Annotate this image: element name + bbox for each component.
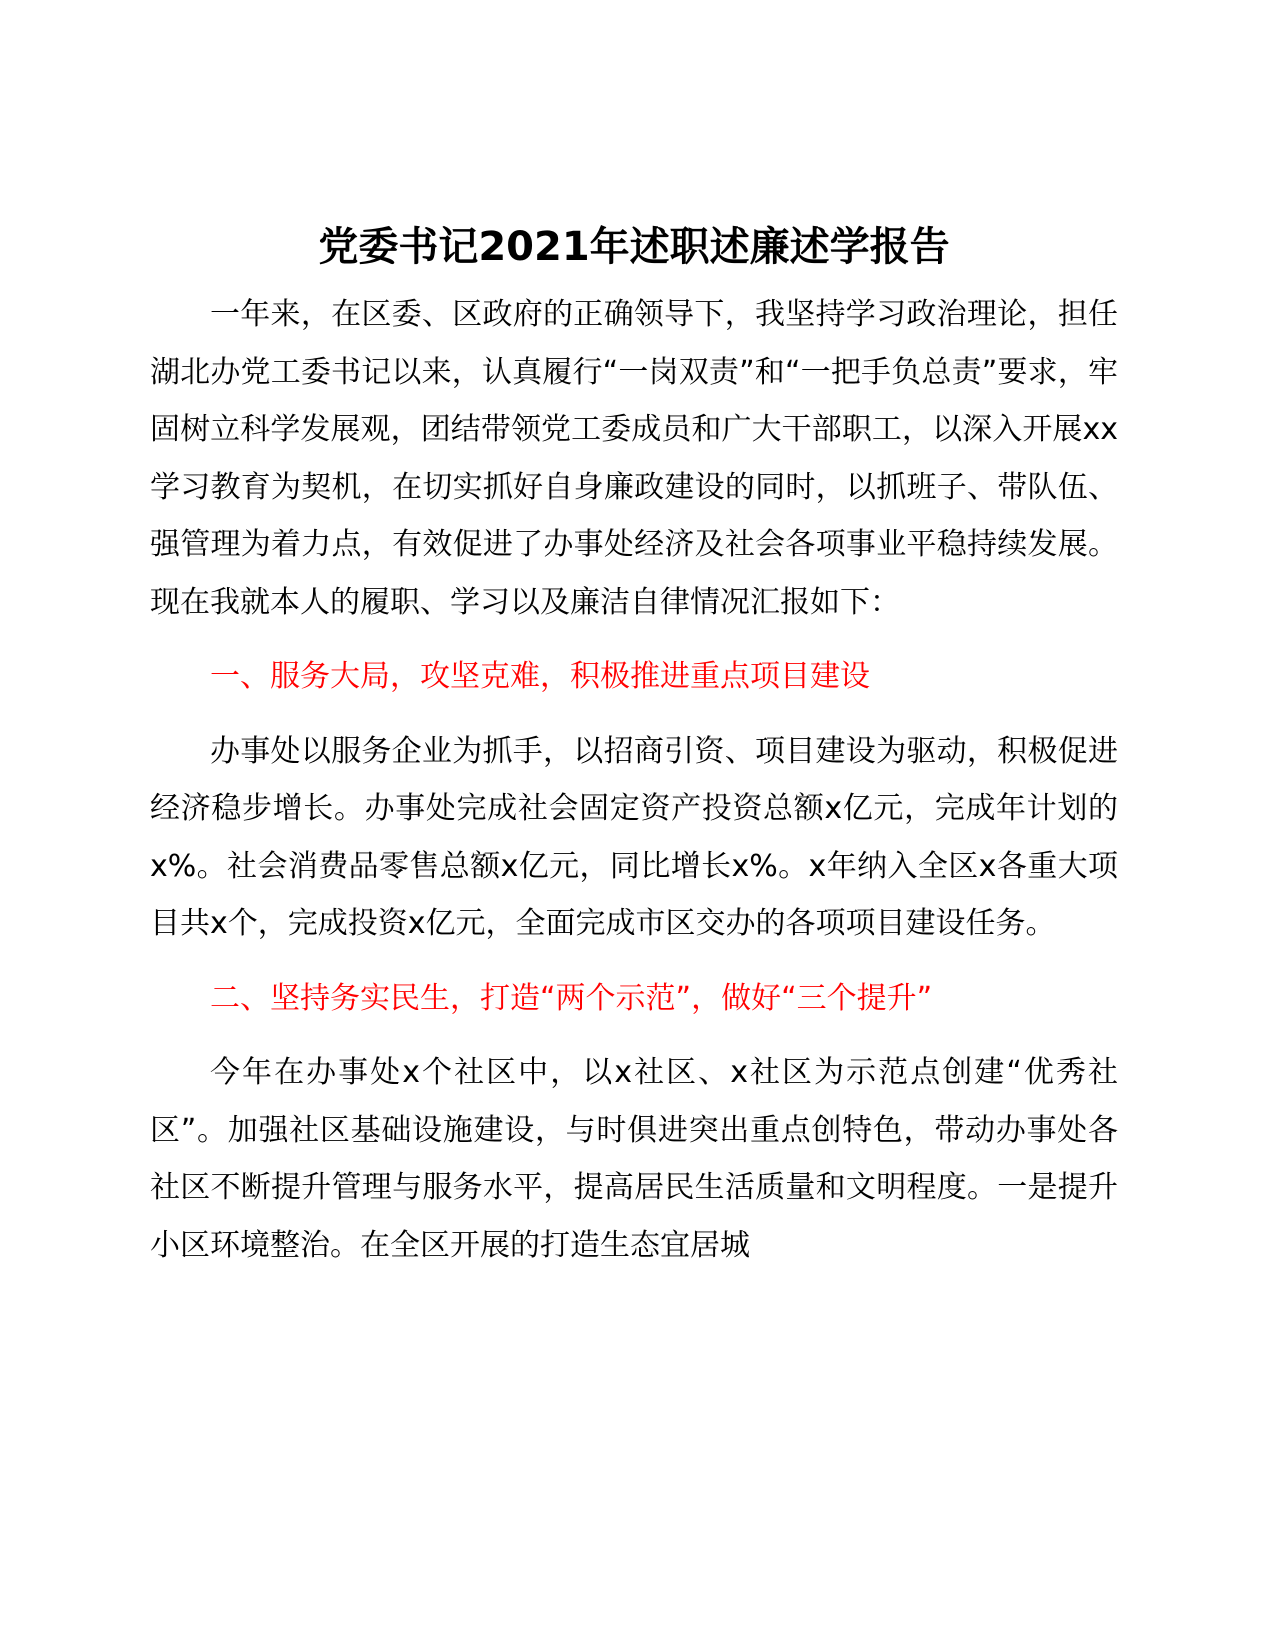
section-heading-2: 二、坚持务实民生，打造“两个示范”，做好“三个提升”	[210, 980, 933, 1016]
section-heading-1: 一、服务大局，攻坚克难，积极推进重点项目建设	[210, 659, 870, 694]
document-body	[150, 210, 1118, 1274]
paragraph-projects: 办事处以服务企业为抓手，以招商引资、项目建设为驱动，积极促进经济稳步增长。办事处完成社会固定资产投资总额x亿元，完成年计划的x%。社会消费品零售总额x亿元，同比增长x%。x年纳入全区x各重大项目共x个，完成投资x亿元，全面完成市区交办的各项项目建设任务。	[150, 733, 1118, 941]
paragraph-intro: 一年来，在区委、区政府的正确领导下，我坚持学习政治理论，担任湖北办党工委书记以来，认真履行“一岗双责”和“一把手负总责”要求，牢固树立科学发展观，团结带领党工委成员和广大干部职工，以深入开展xx学习教育为契机，在切实抓好自身廉政建设的同时，以抓班子、带队伍、强管理为着力点，有效促进了办事处经济及社会各项事业平稳持续发展。现在我就本人的履职、学习以及廉洁自律情况汇报如下：	[150, 297, 1118, 620]
document-title: 党委书记2021年述职述廉述学报告	[318, 224, 950, 270]
paragraph-community: 今年在办事处x个社区中，以x社区、x社区为示范点创建“优秀社区”。加强社区基础设施建设，与时俱进突出重点创特色，带动办事处各社区不断提升管理与服务水平，提高居民生活质量和文明程度。一是提升小区环境整治。在全区开展的打造生态宜居城	[150, 1055, 1118, 1263]
